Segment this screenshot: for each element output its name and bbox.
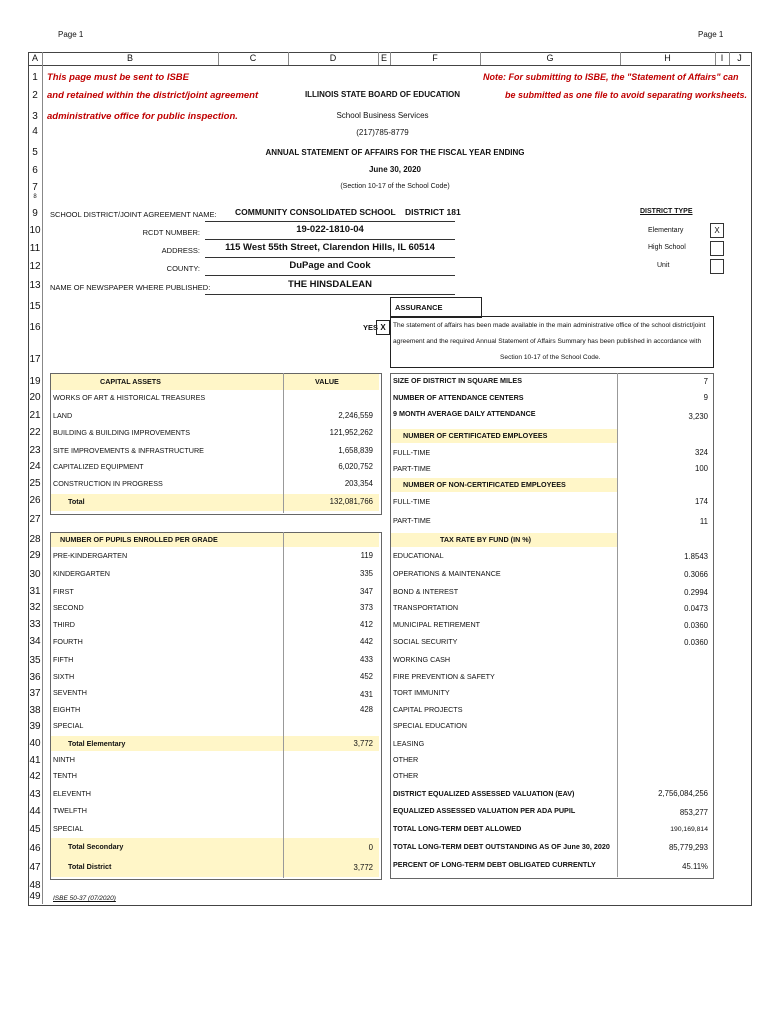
noncert-header: NUMBER OF NON-CERTIFICATED EMPLOYEES (403, 480, 566, 489)
table-row: OPERATIONS & MAINTENANCE (393, 569, 501, 578)
row-number: 44 (29, 806, 41, 817)
row-number: 38 (29, 705, 41, 716)
table-row: SITE IMPROVEMENTS & INFRASTRUCTURE (53, 446, 204, 455)
newspaper-label: NAME OF NEWSPAPER WHERE PUBLISHED: (50, 283, 211, 292)
finance-label: PERCENT OF LONG-TERM DEBT OBLIGATED CURRENTLY (393, 860, 596, 869)
table-row: THIRD (53, 620, 75, 629)
table-cell: 0.0360 (684, 638, 708, 647)
table-row: FOURTH (53, 637, 83, 646)
row-number: 20 (29, 392, 41, 403)
table-row: PART-TIME (393, 516, 431, 525)
table-row: WORKING CASH (393, 655, 451, 664)
agency-name: ILLINOIS STATE BOARD OF EDUCATION (304, 90, 461, 99)
table-row: FIFTH (53, 655, 74, 664)
district-name-a: COMMUNITY CONSOLIDATED SCHOOL (235, 207, 396, 217)
table-cell: 121,952,262 (329, 428, 373, 437)
tax-header: TAX RATE BY FUND (IN %) (440, 535, 532, 544)
district-type-option: High School (648, 244, 686, 251)
row-number: 11 (29, 243, 41, 254)
table-row: TENTH (53, 771, 77, 780)
row-number: 25 (29, 478, 41, 489)
county-label: COUNTY: (166, 264, 200, 273)
notice-line: and retained within the district/joint agreement (47, 90, 259, 101)
table-row: NINTH (53, 755, 75, 764)
table-cell: 174 (694, 497, 708, 506)
table-cell: 442 (359, 637, 373, 646)
row-number: 5 (32, 147, 38, 158)
address-value: 115 West 55th Street, Clarendon Hills, IL 60514 (205, 242, 455, 258)
notice-line: administrative office for public inspection. (47, 111, 238, 122)
table-cell: 3,772 (353, 739, 373, 748)
assurance-yes-label: YES (363, 323, 379, 332)
row-number: 23 (29, 445, 41, 456)
table-cell: 1,658,839 (338, 446, 373, 455)
table-row: FIRST (53, 587, 74, 596)
table-cell (285, 768, 373, 784)
row-number: 27 (29, 514, 41, 525)
table-row: EDUCATIONAL (393, 551, 444, 560)
table-row: ELEVENTH (53, 789, 91, 798)
finance-label: DISTRICT EQUALIZED ASSESSED VALUATION (EAV) (393, 789, 575, 798)
table-cell: 2,246,559 (338, 411, 373, 420)
row-number: 3 (32, 111, 38, 122)
table-row: OTHER (393, 771, 419, 780)
table-cell: 0 (368, 843, 373, 852)
column-header: H (620, 52, 716, 65)
finance-value: 85,779,293 (668, 843, 708, 852)
row-number: 46 (29, 843, 41, 854)
stat-label: NUMBER OF ATTENDANCE CENTERS (393, 393, 524, 402)
row-number: 32 (29, 602, 41, 613)
district-type-checkbox[interactable] (710, 259, 724, 274)
table-cell (285, 390, 373, 406)
row-number: 2 (32, 90, 38, 101)
row-number: 33 (29, 619, 41, 630)
table-cell: 119 (360, 551, 373, 560)
table-row: SPECIAL (53, 824, 84, 833)
row-number: 41 (29, 755, 41, 766)
value-header: VALUE (315, 377, 339, 386)
table-cell: 335 (359, 569, 373, 578)
table-row: BUILDING & BUILDING IMPROVEMENTS (53, 428, 190, 437)
newspaper-value: THE HINSDALEAN (205, 279, 455, 295)
table-row: EIGHTH (53, 705, 81, 714)
note-line: Note: For submitting to ISBE, the "Statement of Affairs" can (483, 72, 739, 82)
row-number: 35 (29, 655, 41, 666)
table-row: SOCIAL SECURITY (393, 637, 458, 646)
report-title: ANNUAL STATEMENT OF AFFAIRS FOR THE FISCAL YEAR ENDING (265, 148, 525, 157)
stats-value-divider (617, 373, 618, 877)
rcdt-value: 19-022-1810-04 (205, 224, 455, 240)
finance-value: 853,277 (679, 808, 708, 817)
table-cell: 132,081,766 (329, 497, 373, 506)
district-name-field (205, 207, 461, 222)
table-row: Total Elementary (68, 739, 126, 748)
table-row: WORKS OF ART & HISTORICAL TREASURES (53, 393, 206, 402)
table-row: CAPITALIZED EQUIPMENT (53, 462, 144, 471)
table-row: SECOND (53, 603, 84, 612)
row-number: 21 (29, 410, 41, 421)
table-row: PART-TIME (393, 464, 431, 473)
table-cell: 373 (359, 603, 373, 612)
row-number: 4 (32, 126, 38, 137)
pupils-header: NUMBER OF PUPILS ENROLLED PER GRADE (60, 535, 218, 544)
row-number: 13 (29, 280, 41, 291)
table-row: OTHER (393, 755, 419, 764)
table-cell: 3,772 (353, 863, 373, 872)
table-row: FIRE PREVENTION & SAFETY (393, 672, 495, 681)
page-number-right: Page 1 (698, 30, 724, 39)
row-number: 34 (29, 636, 41, 647)
row-number: 47 (29, 862, 41, 873)
row-number: 39 (29, 721, 41, 732)
section-ref: (Section 10-17 of the School Code) (340, 183, 450, 190)
district-type-checkbox[interactable]: X (710, 223, 724, 238)
row-number: 37 (29, 688, 41, 699)
table-row: CAPITAL PROJECTS (393, 705, 463, 714)
table-cell (285, 786, 373, 802)
table-row: CONSTRUCTION IN PROGRESS (53, 479, 163, 488)
stat-value: 3,230 (688, 412, 708, 421)
assurance-text-line: The statement of affairs has been made available in the main administrative office of the school district/joint (393, 322, 706, 329)
row-number: 40 (29, 738, 41, 749)
finance-value: 190,169,814 (670, 826, 708, 833)
table-row: TWELFTH (53, 806, 87, 815)
row-number: 9 (32, 208, 38, 219)
stat-label: SIZE OF DISTRICT IN SQUARE MILES (393, 376, 522, 385)
column-header-bar (28, 52, 750, 66)
column-header: D (288, 52, 379, 65)
stat-value: 9 (703, 393, 708, 402)
row-number: 43 (29, 789, 41, 800)
table-cell: 0.3066 (684, 570, 708, 579)
row-number: 28 (29, 534, 41, 545)
table-cell: 431 (359, 690, 373, 699)
form-footer: ISBE 50-37 (07/2020) (53, 895, 116, 902)
table-row: Total (68, 497, 85, 506)
district-type-option: Unit (657, 262, 670, 269)
notice-line: This page must be sent to ISBE (47, 72, 189, 83)
table-cell: 100 (694, 464, 708, 473)
row-number: 49 (29, 891, 41, 902)
assurance-text-line: agreement and the required Annual Statement of Affairs Summary has been published in accordance with (393, 338, 702, 345)
column-header: F (390, 52, 481, 65)
table-cell: 347 (359, 587, 373, 596)
table-cell: 324 (694, 448, 708, 457)
row-number: 1 (32, 72, 38, 83)
agency-dept: School Business Services (336, 111, 429, 120)
table-row: BOND & INTEREST (393, 587, 459, 596)
agency-phone: (217)785-8779 (356, 128, 409, 137)
row-number: 30 (29, 569, 41, 580)
finance-label: EQUALIZED ASSESSED VALUATION PER ADA PUPIL (393, 806, 576, 815)
table-cell: 428 (359, 705, 373, 714)
row-number: 12 (29, 261, 41, 272)
value-column-divider (283, 373, 284, 513)
column-header: I (715, 52, 730, 65)
column-header: C (218, 52, 289, 65)
assurance-title: ASSURANCE (395, 303, 443, 312)
stat-value: 7 (703, 377, 708, 386)
address-label: ADDRESS: (161, 246, 200, 255)
row-number: 8 (33, 194, 37, 200)
table-cell: 412 (359, 620, 373, 629)
finance-label: TOTAL LONG-TERM DEBT ALLOWED (393, 824, 522, 833)
table-cell: 0.2994 (684, 588, 708, 597)
county-value: DuPage and Cook (205, 260, 455, 276)
cert-header: NUMBER OF CERTIFICATED EMPLOYEES (403, 431, 548, 440)
table-row: MUNICIPAL RETIREMENT (393, 620, 481, 629)
row-number: 42 (29, 771, 41, 782)
district-type-title: DISTRICT TYPE (640, 208, 693, 215)
row-number: 6 (32, 165, 38, 176)
table-cell (285, 821, 373, 837)
table-cell: 11 (699, 517, 708, 526)
table-row: TRANSPORTATION (393, 603, 459, 612)
table-row: FULL-TIME (393, 497, 431, 506)
table-cell: 433 (359, 655, 373, 664)
row-number: 7 (32, 182, 38, 193)
table-row: TORT IMMUNITY (393, 688, 450, 697)
table-row: SIXTH (53, 672, 75, 681)
column-header: E (378, 52, 391, 65)
stat-label: 9 MONTH AVERAGE DAILY ATTENDANCE (393, 409, 536, 418)
row-number: 19 (29, 376, 41, 387)
rcdt-label: RCDT NUMBER: (142, 228, 200, 237)
table-cell: 6,020,752 (338, 462, 373, 471)
capital-assets-header: CAPITAL ASSETS (100, 377, 161, 386)
note-line: be submitted as one file to avoid separating worksheets. (505, 90, 748, 100)
row-number: 16 (29, 322, 41, 333)
row-number: 45 (29, 824, 41, 835)
row-number-divider (42, 65, 43, 904)
table-cell: 1.8543 (684, 552, 708, 561)
finance-value: 45.11% (682, 862, 708, 871)
column-header: A (28, 52, 43, 65)
table-cell (285, 718, 373, 734)
row-number: 15 (29, 301, 41, 312)
row-number: 24 (29, 461, 41, 472)
finance-label: TOTAL LONG-TERM DEBT OUTSTANDING AS OF June 30, 2020 (393, 842, 610, 851)
district-name-label: SCHOOL DISTRICT/JOINT AGREEMENT NAME: (50, 210, 217, 219)
row-number: 10 (29, 225, 41, 236)
district-type-checkbox[interactable] (710, 241, 724, 256)
finance-value: 2,756,084,256 (658, 789, 708, 798)
table-row: Total District (68, 862, 112, 871)
column-header: B (42, 52, 219, 65)
table-cell: 0.0473 (684, 604, 708, 613)
table-row: KINDERGARTEN (53, 569, 110, 578)
assurance-checkbox[interactable]: X (376, 320, 390, 335)
table-row: Total Secondary (68, 842, 124, 851)
district-type-option: Elementary (648, 227, 684, 234)
table-row: FULL-TIME (393, 448, 431, 457)
table-row: SEVENTH (53, 688, 87, 697)
row-number: 48 (29, 880, 41, 891)
table-cell: 0.0360 (684, 621, 708, 630)
table-row: SPECIAL (53, 721, 84, 730)
page-number-left: Page 1 (58, 30, 84, 39)
column-header: J (737, 53, 742, 63)
district-name-b: DISTRICT 181 (405, 207, 461, 217)
row-number: 31 (29, 586, 41, 597)
table-row: SPECIAL EDUCATION (393, 721, 467, 730)
row-number: 26 (29, 495, 41, 506)
row-number: 22 (29, 427, 41, 438)
fiscal-date: June 30, 2020 (368, 165, 422, 174)
table-cell: 452 (359, 672, 373, 681)
pupils-value-divider (283, 532, 284, 878)
table-row: LEASING (393, 739, 425, 748)
table-cell (285, 752, 373, 768)
row-number: 36 (29, 672, 41, 683)
table-row: LAND (53, 411, 73, 420)
row-number: 29 (29, 550, 41, 561)
row-number: 17 (29, 354, 41, 365)
table-cell: 203,354 (344, 479, 373, 488)
assurance-text-line: Section 10-17 of the School Code. (500, 354, 601, 361)
table-cell (285, 803, 373, 819)
column-header: G (480, 52, 621, 65)
table-row: PRE-KINDERGARTEN (53, 551, 128, 560)
